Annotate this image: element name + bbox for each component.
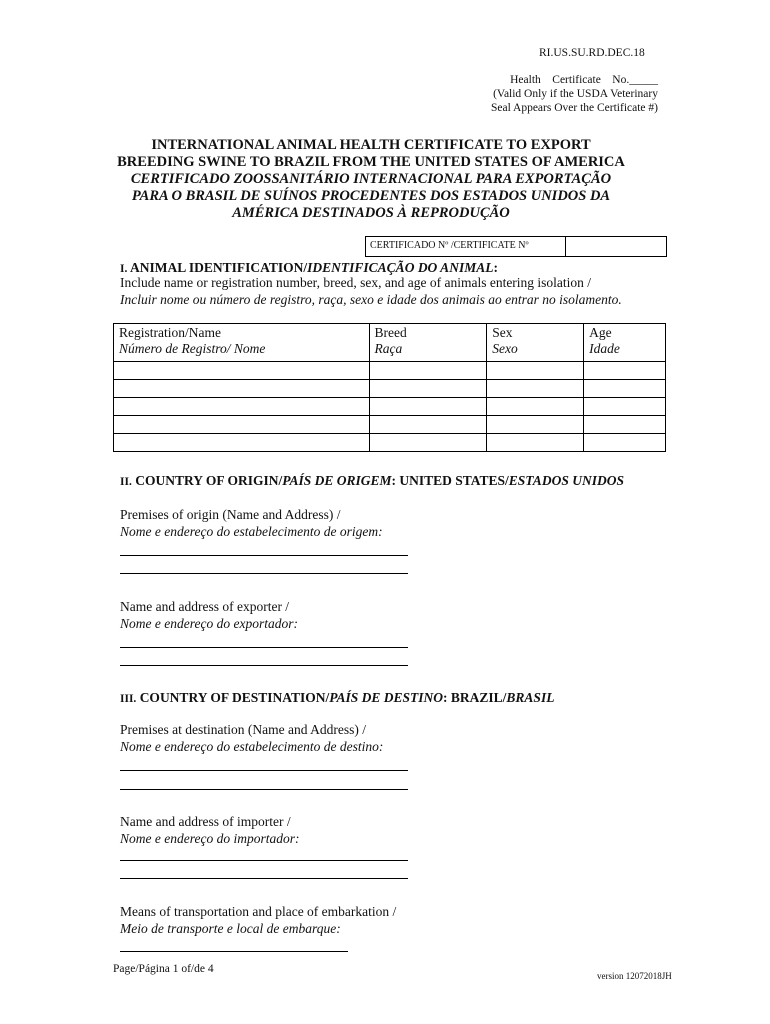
- title-en-line1: INTERNATIONAL ANIMAL HEALTH CERTIFICATE TO EXPORT: [151, 137, 591, 153]
- column-header-breed-en: Breed: [374, 325, 407, 340]
- table-cell[interactable]: [487, 362, 584, 380]
- validity-note-line1: (Valid Only if the USDA Veterinary: [493, 88, 658, 100]
- table-row: [114, 380, 666, 398]
- importer-line-2[interactable]: [120, 878, 408, 879]
- validity-note-line2: Seal Appears Over the Certificate #): [490, 102, 658, 114]
- section-2-number: II.: [120, 476, 132, 488]
- premises-destination-line-2[interactable]: [120, 789, 408, 790]
- exporter-label: [120, 598, 298, 632]
- section-1-instructions-en: Include name or registration number, breed, sex, and age of animals entering isolation /: [120, 275, 592, 290]
- animal-identification-table: [113, 323, 666, 452]
- section-2-heading: [120, 473, 624, 489]
- table-cell[interactable]: [114, 416, 370, 434]
- table-cell[interactable]: [487, 398, 584, 416]
- column-header-sex: [487, 324, 584, 362]
- title-pt-line2: PARA O BRASIL DE SUÍNOS PROCEDENTES DOS ESTADOS UNIDOS DA: [131, 188, 611, 204]
- importer-pt: Nome e endereço do importador:: [120, 831, 300, 846]
- section-1-heading-en: ANIMAL IDENTIFICATION/: [130, 260, 308, 275]
- title-en-line2: BREEDING SWINE TO BRAZIL FROM THE UNITED STATES OF AMERICA: [117, 154, 625, 170]
- section-2-heading-pt: PAÍS DE ORIGEM: [282, 473, 392, 488]
- transportation-label: [120, 903, 396, 937]
- importer-en: Name and address of importer /: [120, 814, 291, 829]
- premises-of-origin-line-1[interactable]: [120, 555, 408, 556]
- certificate-number-label: CERTIFICADO Nº /CERTIFICATE Nº: [366, 237, 566, 256]
- column-header-breed-pt: Raça: [374, 341, 403, 356]
- exporter-en: Name and address of exporter /: [120, 599, 290, 614]
- column-header-registration: [114, 324, 370, 362]
- premises-of-origin-en: Premises of origin (Name and Address) /: [120, 507, 341, 522]
- premises-of-origin-line-2[interactable]: [120, 573, 408, 574]
- health-certificate-number-block: [470, 73, 658, 115]
- exporter-pt: Nome e endereço do exportador:: [120, 616, 298, 631]
- table-cell[interactable]: [369, 380, 487, 398]
- table-cell[interactable]: [584, 362, 666, 380]
- column-header-registration-pt: Número de Registro/ Nome: [119, 341, 266, 356]
- section-2-heading-en: COUNTRY OF ORIGIN/: [135, 473, 283, 488]
- table-cell[interactable]: [369, 362, 487, 380]
- table-cell[interactable]: [584, 434, 666, 452]
- health-certificate-number-line: Health Certificate No._____: [510, 74, 658, 86]
- premises-of-origin-label: [120, 506, 383, 540]
- column-header-registration-en: Registration/Name: [119, 325, 221, 340]
- column-header-breed: [369, 324, 487, 362]
- exporter-line-1[interactable]: [120, 647, 408, 648]
- section-3-heading: [120, 690, 554, 706]
- section-1-heading-pt: IDENTIFICAÇÃO DO ANIMAL: [307, 260, 494, 275]
- transportation-en: Means of transportation and place of embarkation /: [120, 904, 397, 919]
- table-cell[interactable]: [369, 416, 487, 434]
- section-1-instructions: [120, 274, 622, 308]
- column-header-age-pt: Idade: [589, 341, 620, 356]
- premises-destination-en: Premises at destination (Name and Address) /: [120, 722, 366, 737]
- table-cell[interactable]: [487, 434, 584, 452]
- certificate-title: [100, 137, 642, 222]
- table-cell[interactable]: [114, 380, 370, 398]
- section-3-number: III.: [120, 693, 137, 705]
- transportation-line[interactable]: [120, 951, 348, 952]
- table-cell[interactable]: [114, 398, 370, 416]
- table-row: [114, 398, 666, 416]
- table-cell[interactable]: [584, 380, 666, 398]
- importer-label: [120, 813, 299, 847]
- section-1-number: I.: [120, 263, 128, 275]
- table-row: [114, 416, 666, 434]
- page-number: Page/Página 1 of/de 4: [113, 963, 214, 975]
- section-3-heading-en: COUNTRY OF DESTINATION/: [139, 690, 330, 705]
- premises-destination-pt: Nome e endereço do estabelecimento de destino:: [120, 739, 384, 754]
- table-cell[interactable]: [487, 380, 584, 398]
- document-reference-code: RI.US.SU.RD.DEC.18: [539, 47, 645, 59]
- importer-line-1[interactable]: [120, 860, 408, 861]
- table-cell[interactable]: [369, 434, 487, 452]
- section-2-heading-country: : UNITED STATES/: [391, 473, 509, 488]
- transportation-pt: Meio de transporte e local de embarque:: [120, 921, 341, 936]
- table-header-row: [114, 324, 666, 362]
- section-2-heading-country-pt: ESTADOS UNIDOS: [508, 473, 624, 488]
- section-3-heading-pt: PAÍS DE DESTINO: [329, 690, 444, 705]
- table-cell[interactable]: [487, 416, 584, 434]
- exporter-line-2[interactable]: [120, 665, 408, 666]
- table-row: [114, 434, 666, 452]
- table-row: [114, 362, 666, 380]
- table-cell[interactable]: [369, 398, 487, 416]
- certificate-number-field[interactable]: [566, 237, 666, 256]
- column-header-age-en: Age: [589, 325, 612, 340]
- table-cell[interactable]: [114, 434, 370, 452]
- section-1-instructions-pt: Incluir nome ou número de registro, raça, sexo e idade dos animais ao entrar no isolamento.: [120, 292, 622, 307]
- table-cell[interactable]: [584, 416, 666, 434]
- premises-destination-label: [120, 721, 383, 755]
- version-label: version 12072018JH: [597, 971, 672, 981]
- title-pt-line3: AMÉRICA DESTINADOS À REPRODUÇÃO: [232, 205, 510, 221]
- column-header-sex-pt: Sexo: [492, 341, 518, 356]
- section-1-heading-colon: :: [493, 260, 498, 275]
- title-pt-line1: CERTIFICADO ZOOSSANITÁRIO INTERNACIONAL PARA EXPORTAÇÃO: [130, 171, 612, 187]
- column-header-age: [584, 324, 666, 362]
- column-header-sex-en: Sex: [492, 325, 513, 340]
- section-3-heading-country: : BRAZIL/: [443, 690, 507, 705]
- table-cell[interactable]: [584, 398, 666, 416]
- premises-of-origin-pt: Nome e endereço do estabelecimento de origem:: [120, 524, 383, 539]
- table-cell[interactable]: [114, 362, 370, 380]
- certificate-number-box: [365, 236, 667, 257]
- premises-destination-line-1[interactable]: [120, 770, 408, 771]
- section-3-heading-country-pt: BRASIL: [506, 690, 555, 705]
